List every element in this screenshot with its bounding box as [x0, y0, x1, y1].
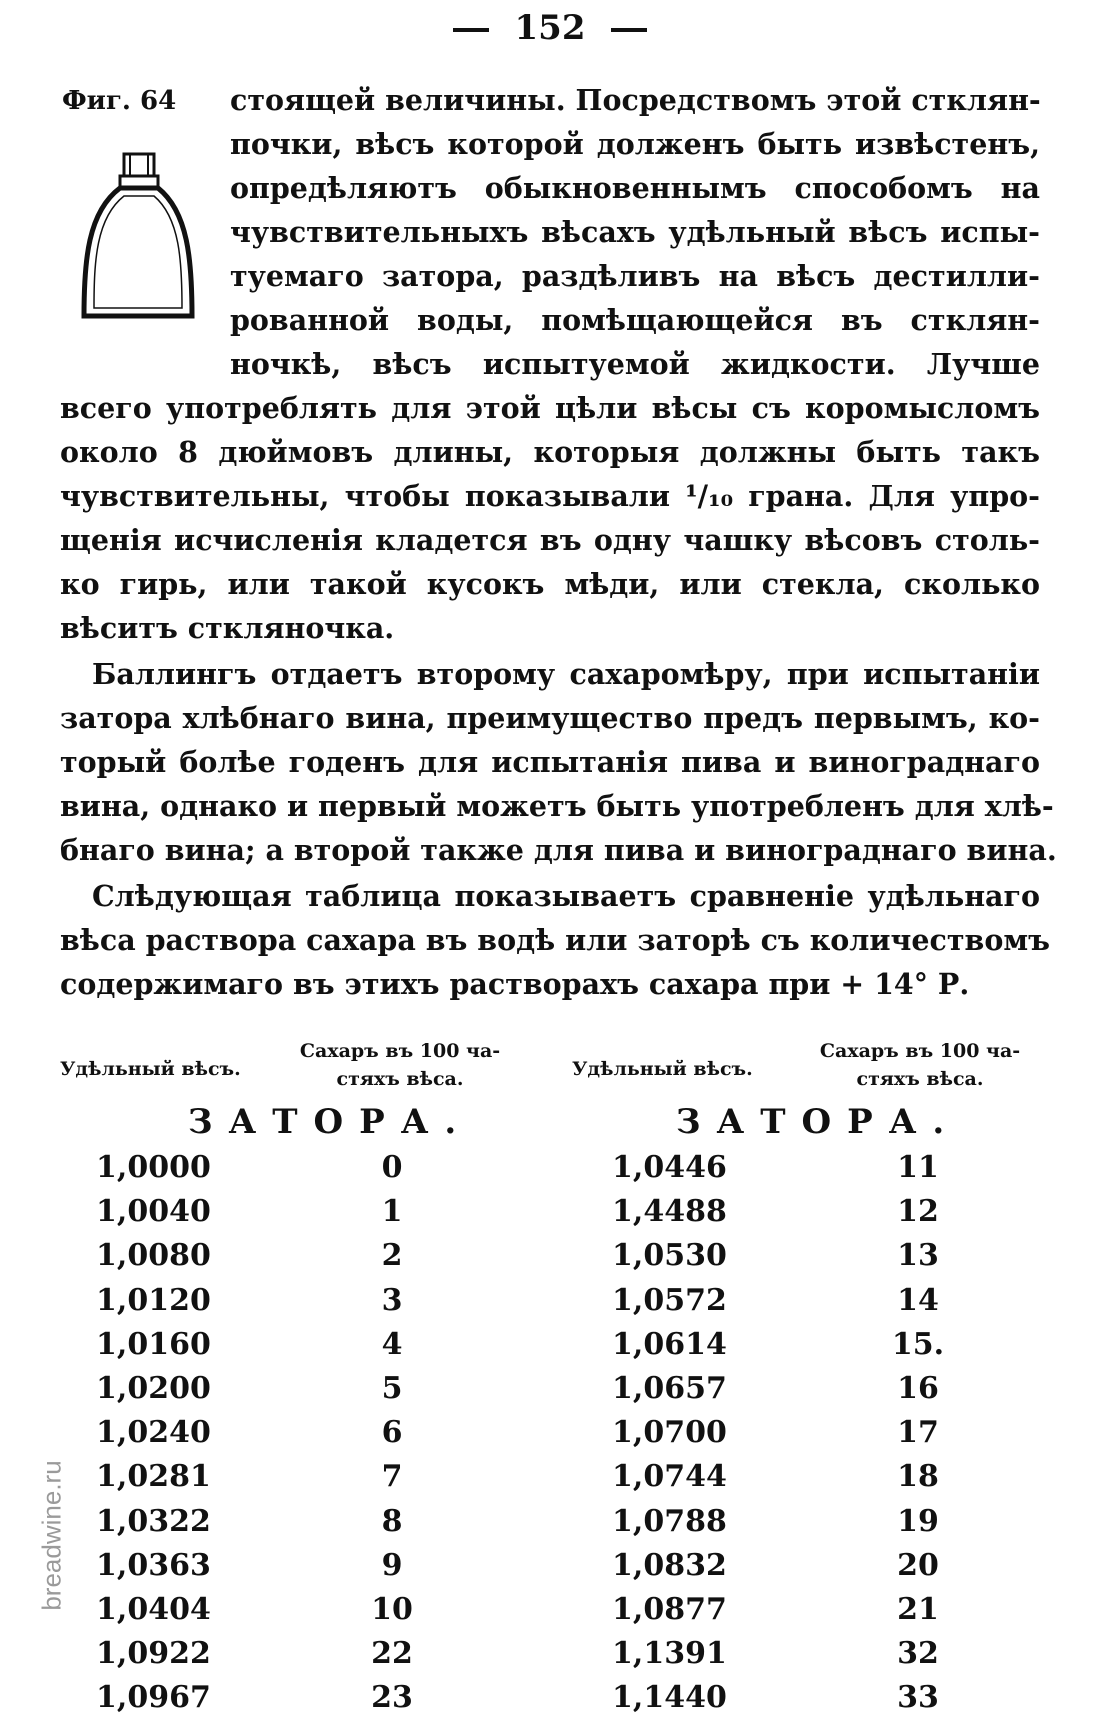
sugar-cell: 13 — [897, 1238, 939, 1274]
sugar-cell: 14 — [897, 1282, 939, 1318]
sugar-cell: 15. — [891, 1326, 945, 1362]
sugar-cell: 11 — [897, 1150, 939, 1185]
section-title: ЗАТОРА. — [676, 1102, 961, 1142]
specific-gravity-cell: 1,0281 — [96, 1459, 211, 1495]
specific-gravity-cell: 1,1440 — [612, 1680, 727, 1716]
sugar-cell: 1 — [381, 1194, 403, 1230]
specific-gravity-cell: 1,1391 — [612, 1636, 727, 1672]
text-line: затора хлѣбнаго вина, преимущество предъ первымъ, ко- — [60, 701, 1040, 735]
sugar-cell: 32 — [897, 1636, 939, 1672]
specific-gravity-cell: 1,0080 — [96, 1238, 211, 1274]
text-line: чувствительныхъ вѣсахъ удѣльный вѣсъ испы- — [230, 215, 1040, 249]
text-line: торый болѣе годенъ для испытанія пива и винограднаго — [60, 745, 1040, 779]
sugar-cell: 17 — [897, 1415, 939, 1451]
text-line: Баллингъ отдаетъ второму сахаромѣру, при испытаніи — [92, 657, 1040, 691]
specific-gravity-cell: 1,4488 — [612, 1194, 727, 1230]
text-line: стоящей величины. Посредствомъ этой стклян- — [230, 83, 1041, 117]
sugar-cell: 18 — [897, 1459, 939, 1495]
column-header-sugar: Сахаръ въ 100 ча- — [299, 1040, 501, 1062]
text-line: бнаго вина; а второй также для пива и винограднаго вина. — [60, 833, 1057, 867]
text-line: опредѣляютъ обыкновеннымъ способомъ на — [230, 171, 1040, 205]
column-header-specific-gravity: Удѣльный вѣсъ. — [572, 1058, 753, 1080]
section-title: ЗАТОРА. — [188, 1102, 473, 1142]
specific-gravity-cell: 1,0832 — [612, 1547, 727, 1583]
text-line: почки, вѣсъ которой долженъ быть извѣстенъ, — [230, 127, 1040, 161]
sugar-cell: 3 — [381, 1282, 403, 1318]
specific-gravity-cell: 1,0240 — [96, 1415, 211, 1451]
specific-gravity-cell: 1,0120 — [96, 1282, 211, 1318]
specific-gravity-cell: 1,0530 — [612, 1238, 727, 1274]
specific-gravity-cell: 1,0572 — [612, 1282, 727, 1318]
sugar-cell: 12 — [897, 1194, 939, 1230]
dash-left — [453, 28, 489, 32]
dash-right — [611, 28, 647, 32]
text-line: рованной воды, помѣщающейся въ стклян- — [230, 303, 1040, 337]
specific-gravity-cell: 1,0922 — [96, 1636, 211, 1672]
text-line: содержимаго въ этихъ растворахъ сахара при + 14° Р. — [60, 967, 970, 1001]
specific-gravity-cell: 1,0614 — [612, 1326, 727, 1362]
specific-gravity-cell: 1,0160 — [96, 1326, 211, 1362]
column-header-sugar: стяхъ вѣса. — [856, 1068, 984, 1090]
page-number-header — [0, 0, 1100, 56]
sugar-cell: 10 — [371, 1592, 413, 1627]
column-header-sugar: Сахаръ въ 100 ча- — [819, 1040, 1021, 1062]
watermark: breadwine.ru — [36, 1460, 67, 1611]
sugar-cell: 16 — [897, 1371, 939, 1406]
text-line: чувствительны, чтобы показывали ¹/₁₀ грана. Для упро- — [60, 479, 1040, 513]
sugar-cell: 33 — [897, 1680, 939, 1716]
sugar-cell: 4 — [381, 1326, 403, 1362]
text-line: ночкѣ, вѣсъ испытуемой жидкости. Лучше — [230, 347, 1040, 381]
sugar-cell: 22 — [371, 1636, 413, 1672]
specific-gravity-cell: 1,0200 — [96, 1371, 211, 1406]
column-header-sugar: стяхъ вѣса. — [336, 1068, 464, 1090]
text-line: туемаго затора, раздѣливъ на вѣсъ дестилли- — [230, 259, 1040, 293]
bottle-figure — [80, 150, 196, 320]
sugar-cell: 2 — [381, 1238, 403, 1274]
sugar-cell: 19 — [897, 1503, 939, 1539]
sugar-cell: 20 — [897, 1547, 939, 1583]
text-line: около 8 дюймовъ длины, которыя должны быть такъ — [60, 435, 1040, 469]
specific-gravity-cell: 1,0363 — [96, 1547, 211, 1583]
specific-gravity-cell: 1,0877 — [612, 1592, 727, 1627]
specific-gravity-cell: 1,0657 — [612, 1371, 727, 1406]
sugar-cell: 9 — [381, 1547, 403, 1583]
text-line: всего употреблять для этой цѣли вѣсы съ коромысломъ — [60, 391, 1040, 425]
text-line: вина, однако и первый можетъ быть употребленъ для хлѣ- — [60, 789, 1054, 823]
sugar-cell: 23 — [371, 1680, 413, 1716]
sugar-cell: 5 — [381, 1371, 403, 1406]
specific-gravity-cell: 1,0967 — [96, 1680, 211, 1716]
specific-gravity-cell: 1,0322 — [96, 1503, 211, 1539]
specific-gravity-cell: 1,0744 — [612, 1459, 727, 1495]
sugar-cell: 21 — [897, 1592, 939, 1627]
specific-gravity-cell: 1,0788 — [612, 1503, 727, 1539]
text-line: щенія исчисленія кладется въ одну чашку вѣсовъ столь- — [60, 523, 1040, 557]
sugar-cell: 7 — [381, 1459, 403, 1495]
sugar-cell: 8 — [381, 1503, 403, 1539]
specific-gravity-cell: 1,0700 — [612, 1415, 727, 1451]
specific-gravity-cell: 1,0446 — [612, 1150, 727, 1185]
specific-gravity-cell: 1,0000 — [96, 1150, 211, 1185]
sugar-cell: 0 — [381, 1150, 403, 1185]
text-line: ко гирь, или такой кусокъ мѣди, или стекла, сколько — [60, 567, 1040, 601]
specific-gravity-cell: 1,0404 — [96, 1592, 211, 1627]
column-header-specific-gravity: Удѣльный вѣсъ. — [60, 1058, 241, 1080]
figure-label: Фиг. 64 — [62, 86, 177, 116]
sugar-cell: 6 — [381, 1415, 403, 1451]
text-line: вѣситъ стклянoчка. — [60, 611, 395, 645]
page-number: 152 — [514, 8, 586, 48]
text-line: Слѣдующая таблица показываетъ сравненіе удѣльнаго — [92, 879, 1040, 913]
specific-gravity-cell: 1,0040 — [96, 1194, 211, 1230]
text-line: вѣса раствора сахара въ водѣ или заторѣ съ количествомъ — [60, 923, 1050, 957]
